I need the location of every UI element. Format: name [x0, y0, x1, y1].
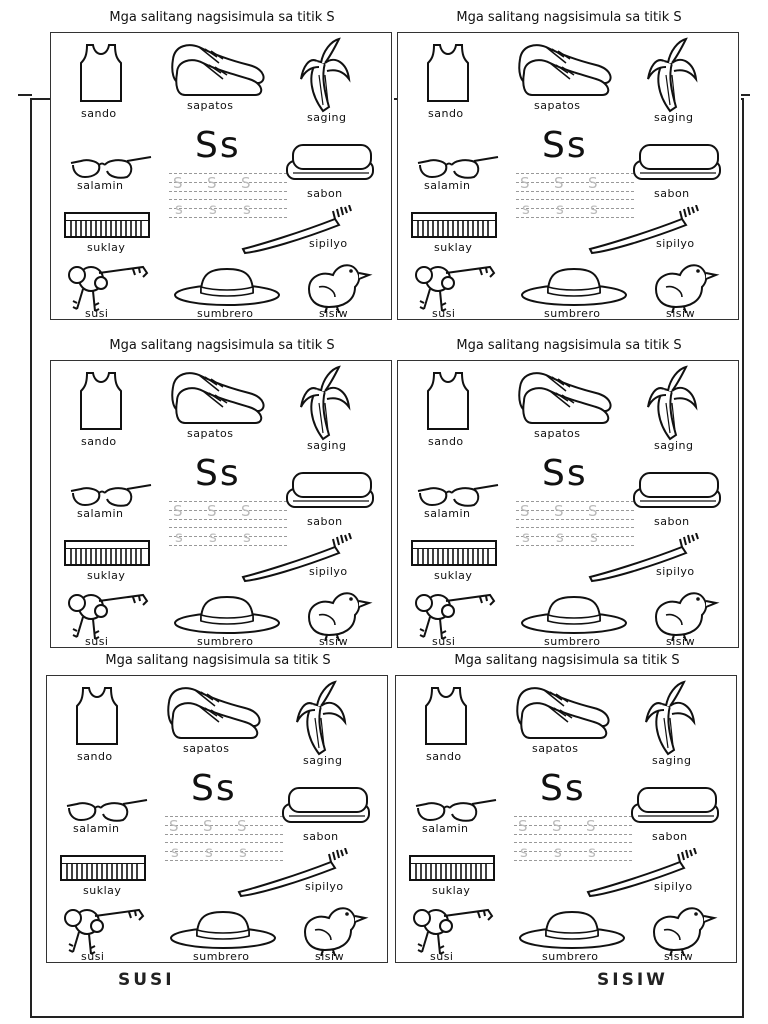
label-suklay: suklay: [83, 884, 122, 897]
trace-row-lower: s s s: [516, 527, 634, 545]
label-sando: sando: [77, 750, 113, 763]
banana-icon: [642, 363, 702, 443]
label-saging: saging: [307, 439, 347, 452]
label-sipilyo: sipilyo: [309, 237, 348, 250]
trace-row-upper: S S S: [169, 501, 287, 519]
label-salamin: salamin: [73, 822, 120, 835]
trace-row-lower: s s s: [169, 527, 287, 545]
label-salamin: salamin: [422, 822, 469, 835]
card-title: Mga salitang nagsisimula sa titik S: [105, 653, 331, 668]
frame-tick-left: [18, 94, 32, 96]
card-box: [397, 360, 739, 648]
trace-row-upper: S S S: [514, 816, 632, 834]
shoes-icon: [516, 37, 616, 99]
letter-ss: Ss: [540, 768, 586, 809]
worksheet-card: [46, 653, 390, 965]
label-sapatos: sapatos: [187, 427, 234, 440]
trace-row-lower: s s s: [514, 842, 632, 860]
soap-icon: [283, 467, 379, 513]
chick-icon: [301, 585, 373, 641]
soap-icon: [630, 467, 726, 513]
worksheet-card: [397, 338, 741, 650]
label-sando: sando: [81, 435, 117, 448]
label-salamin: salamin: [77, 179, 124, 192]
label-sando: sando: [81, 107, 117, 120]
card-title: Mga salitang nagsisimula sa titik S: [456, 10, 682, 25]
banana-icon: [291, 678, 351, 758]
label-suklay: suklay: [87, 569, 126, 582]
trace-row-upper: S S S: [516, 173, 634, 191]
trace-row-lower: s s s: [165, 842, 283, 860]
label-sisiw: sisiw: [315, 950, 345, 963]
label-sando: sando: [428, 435, 464, 448]
shoes-icon: [165, 680, 265, 742]
tank-top-icon: [67, 684, 127, 748]
hat-icon: [518, 265, 630, 309]
card-title: Mga salitang nagsisimula sa titik S: [456, 338, 682, 353]
shoes-icon: [169, 365, 269, 427]
label-salamin: salamin: [424, 507, 471, 520]
label-sabon: sabon: [307, 187, 343, 200]
label-sisiw: sisiw: [666, 635, 696, 648]
label-susi: susi: [432, 635, 456, 648]
label-suklay: suklay: [432, 884, 471, 897]
label-susi: susi: [81, 950, 105, 963]
shoes-icon: [514, 680, 614, 742]
worksheet-card: [395, 653, 739, 965]
comb-icon: [61, 209, 153, 241]
eyeglasses-icon: [67, 479, 155, 509]
card-box: [50, 360, 392, 648]
label-sabon: sabon: [303, 830, 339, 843]
hat-icon: [171, 593, 283, 637]
label-susi: susi: [430, 950, 454, 963]
label-sabon: sabon: [654, 515, 690, 528]
shoes-icon: [516, 365, 616, 427]
card-box: [46, 675, 388, 963]
eyeglasses-icon: [63, 794, 151, 824]
label-sipilyo: sipilyo: [656, 565, 695, 578]
label-sisiw: sisiw: [319, 635, 349, 648]
trace-row-lower: s s s: [169, 199, 287, 217]
label-sapatos: sapatos: [534, 99, 581, 112]
letter-ss: Ss: [195, 453, 241, 494]
label-sumbrero: sumbrero: [544, 307, 601, 320]
label-sumbrero: sumbrero: [544, 635, 601, 648]
soap-icon: [628, 782, 724, 828]
trace-row-upper: S S S: [169, 173, 287, 191]
label-suklay: suklay: [434, 569, 473, 582]
label-salamin: salamin: [424, 179, 471, 192]
label-saging: saging: [654, 111, 694, 124]
worksheet-card: [50, 10, 394, 322]
card-title: Mga salitang nagsisimula sa titik S: [454, 653, 680, 668]
card-title: Mga salitang nagsisimula sa titik S: [109, 10, 335, 25]
label-suklay: suklay: [87, 241, 126, 254]
label-sando: sando: [428, 107, 464, 120]
footer-word-susi: SUSI: [118, 970, 175, 990]
card-title: Mga salitang nagsisimula sa titik S: [109, 338, 335, 353]
tank-top-icon: [418, 369, 478, 433]
card-box: [395, 675, 737, 963]
comb-icon: [408, 537, 500, 569]
comb-icon: [61, 537, 153, 569]
tank-top-icon: [71, 369, 131, 433]
label-saging: saging: [307, 111, 347, 124]
hat-icon: [167, 908, 279, 952]
label-sabon: sabon: [654, 187, 690, 200]
tank-top-icon: [418, 41, 478, 105]
shoes-icon: [169, 37, 269, 99]
banana-icon: [642, 35, 702, 115]
soap-icon: [283, 139, 379, 185]
label-susi: susi: [85, 307, 109, 320]
banana-icon: [640, 678, 700, 758]
worksheet-card: [397, 10, 741, 322]
trace-row-upper: S S S: [516, 501, 634, 519]
chick-icon: [646, 900, 718, 956]
comb-icon: [57, 852, 149, 884]
eyeglasses-icon: [67, 151, 155, 181]
footer-word-sisiw: SISIW: [597, 970, 668, 990]
label-saging: saging: [303, 754, 343, 767]
label-sabon: sabon: [307, 515, 343, 528]
label-sipilyo: sipilyo: [305, 880, 344, 893]
label-suklay: suklay: [434, 241, 473, 254]
label-salamin: salamin: [77, 507, 124, 520]
label-sapatos: sapatos: [532, 742, 579, 755]
label-saging: saging: [652, 754, 692, 767]
comb-icon: [406, 852, 498, 884]
tank-top-icon: [416, 684, 476, 748]
eyeglasses-icon: [414, 479, 502, 509]
worksheet-card: [50, 338, 394, 650]
eyeglasses-icon: [414, 151, 502, 181]
comb-icon: [408, 209, 500, 241]
label-susi: susi: [432, 307, 456, 320]
label-sipilyo: sipilyo: [654, 880, 693, 893]
chick-icon: [301, 257, 373, 313]
banana-icon: [295, 363, 355, 443]
eyeglasses-icon: [412, 794, 500, 824]
hat-icon: [171, 265, 283, 309]
letter-ss: Ss: [191, 768, 237, 809]
letter-ss: Ss: [542, 125, 588, 166]
label-sumbrero: sumbrero: [193, 950, 250, 963]
label-sisiw: sisiw: [664, 950, 694, 963]
label-sisiw: sisiw: [666, 307, 696, 320]
label-sapatos: sapatos: [183, 742, 230, 755]
label-saging: saging: [654, 439, 694, 452]
card-box: [397, 32, 739, 320]
label-sando: sando: [426, 750, 462, 763]
chick-icon: [648, 585, 720, 641]
label-sapatos: sapatos: [534, 427, 581, 440]
banana-icon: [295, 35, 355, 115]
hat-icon: [516, 908, 628, 952]
trace-row-lower: s s s: [516, 199, 634, 217]
label-susi: susi: [85, 635, 109, 648]
label-sabon: sabon: [652, 830, 688, 843]
label-sapatos: sapatos: [187, 99, 234, 112]
soap-icon: [279, 782, 375, 828]
chick-icon: [648, 257, 720, 313]
chick-icon: [297, 900, 369, 956]
tank-top-icon: [71, 41, 131, 105]
letter-ss: Ss: [195, 125, 241, 166]
label-sipilyo: sipilyo: [309, 565, 348, 578]
label-sumbrero: sumbrero: [197, 307, 254, 320]
label-sisiw: sisiw: [319, 307, 349, 320]
card-box: [50, 32, 392, 320]
hat-icon: [518, 593, 630, 637]
label-sumbrero: sumbrero: [542, 950, 599, 963]
soap-icon: [630, 139, 726, 185]
label-sipilyo: sipilyo: [656, 237, 695, 250]
trace-row-upper: S S S: [165, 816, 283, 834]
label-sumbrero: sumbrero: [197, 635, 254, 648]
letter-ss: Ss: [542, 453, 588, 494]
